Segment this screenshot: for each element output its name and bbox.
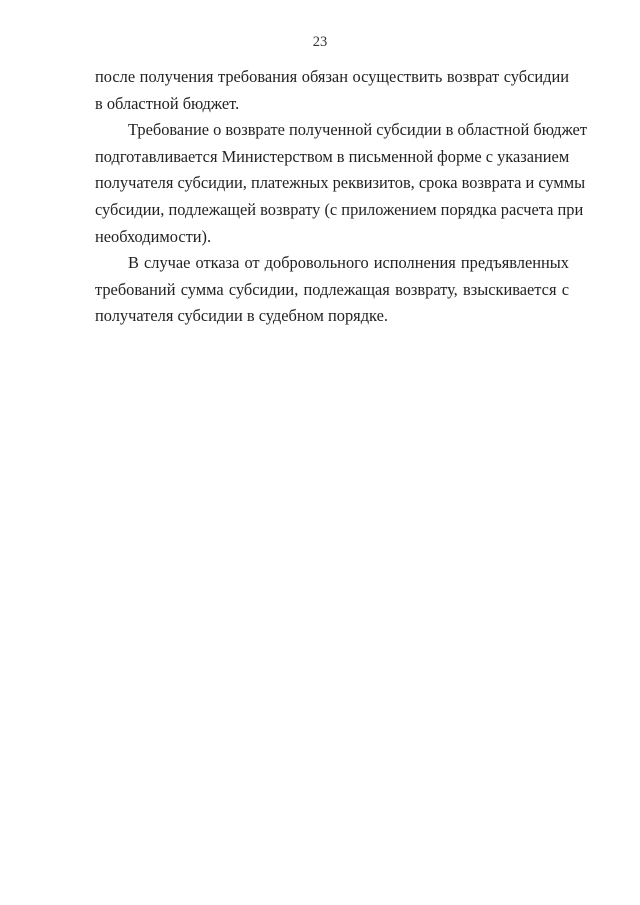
- page-number: 23: [312, 34, 328, 50]
- paragraph-line: получателя субсидии, платежных реквизитов, срока возврата и суммы: [95, 173, 586, 193]
- paragraph-line: после получения требования обязан осуществить возврат субсидии: [95, 67, 569, 86]
- paragraph-line: субсидии, подлежащей возврату (с приложением порядка расчета при: [95, 199, 584, 219]
- paragraph-line: в областной бюджет.: [95, 93, 240, 113]
- paragraph-line: подготавливается Министерством в письменной форме с указанием: [95, 146, 570, 166]
- paragraph-line: Требование о возврате полученной субсидии в областной бюджет: [128, 120, 587, 140]
- paragraph-1: [95, 64, 569, 117]
- paragraph-3: [95, 250, 569, 330]
- paragraph-2: [95, 117, 587, 250]
- paragraph-line: требований сумма субсидии, подлежащая возврату, взыскивается с: [95, 279, 569, 299]
- document-body: [95, 64, 587, 330]
- paragraph-line: необходимости).: [95, 226, 212, 246]
- paragraph-line: В случае отказа от добровольного исполнения предъявленных: [128, 253, 569, 273]
- paragraph-line: получателя субсидии в судебном порядке.: [95, 306, 388, 326]
